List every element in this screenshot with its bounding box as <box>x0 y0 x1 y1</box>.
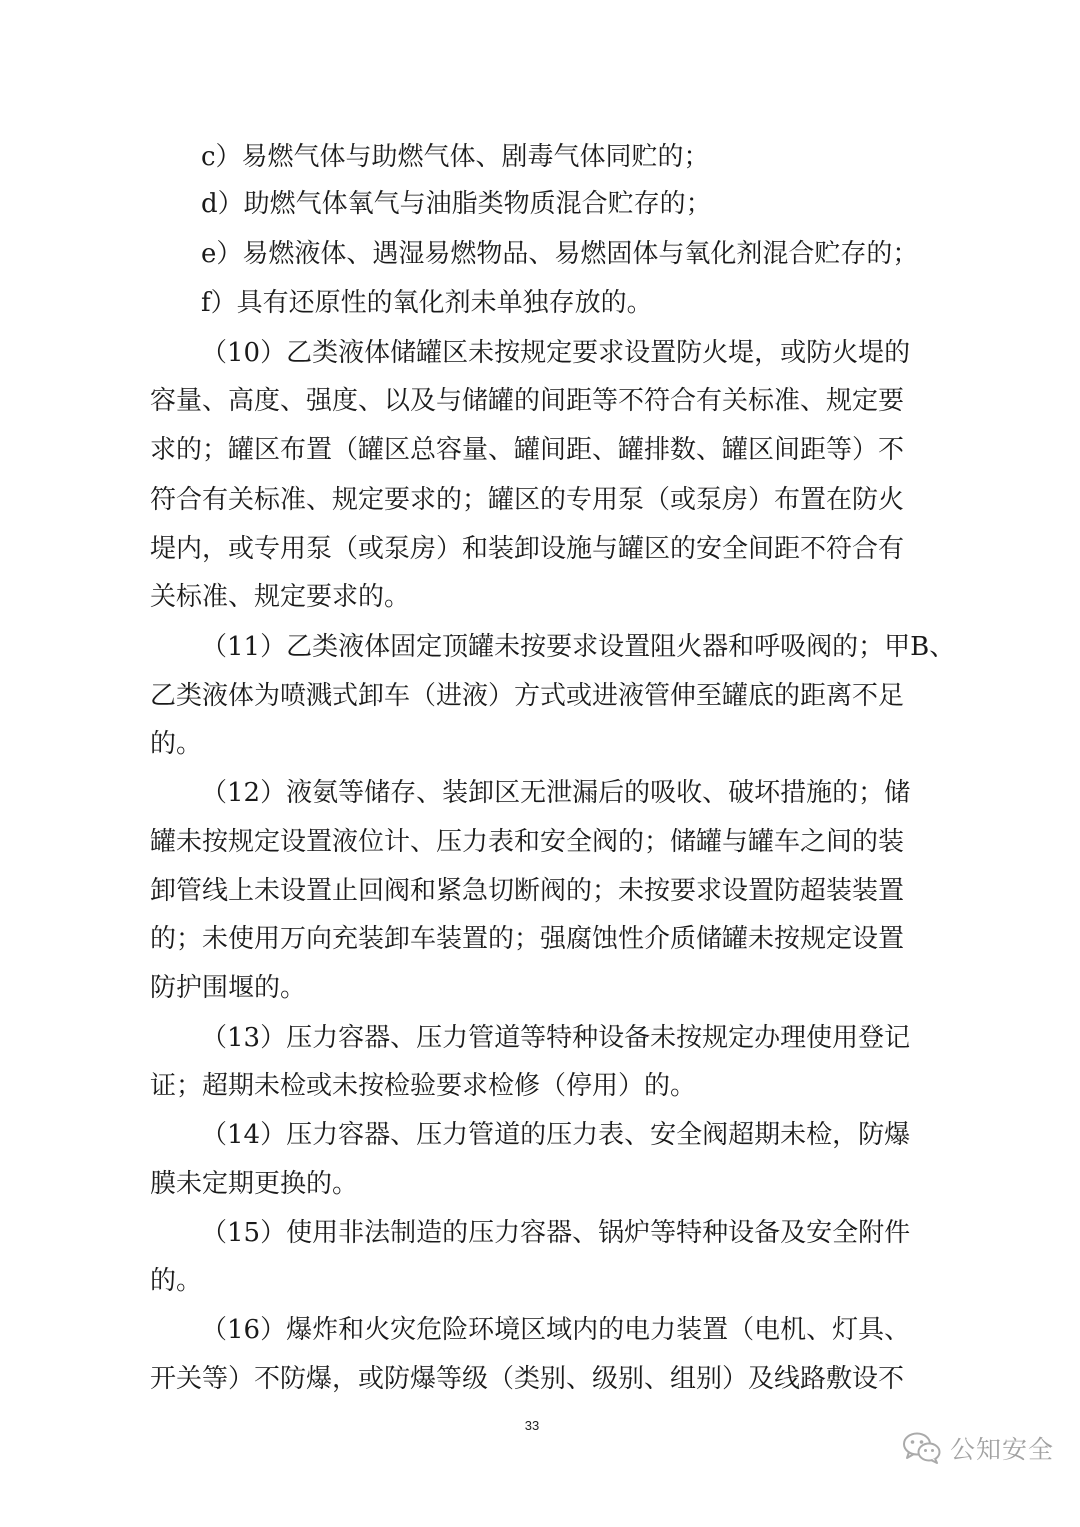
text-line: 的。 <box>150 1266 203 1296</box>
text-line: f）具有还原性的氧化剂未单独存放的。 <box>201 288 653 318</box>
text-line: 开关等）不防爆，或防爆等级（类别、级别、组别）及线路敷设不 <box>150 1364 905 1394</box>
watermark <box>902 1428 1054 1468</box>
text-line: （15）使用非法制造的压力容器、锅炉等特种设备及安全附件 <box>201 1218 911 1248</box>
text-line: 堤内，或专用泵（或泵房）和装卸设施与罐区的安全间距不符合有 <box>150 534 905 564</box>
text-line: 乙类液体为喷溅式卸车（进液）方式或进液管伸至罐底的距离不足 <box>150 681 905 711</box>
text-line: e）易燃液体、遇湿易燃物品、易燃固体与氧化剂混合贮存的； <box>201 239 919 269</box>
text-line: 的；未使用万向充装卸车装置的；强腐蚀性介质储罐未按规定设置 <box>150 924 905 954</box>
text-line: （10）乙类液体储罐区未按规定要求设置防火堤，或防火堤的 <box>201 338 911 368</box>
text-line: 卸管线上未设置止回阀和紧急切断阀的；未按要求设置防超装装置 <box>150 876 905 906</box>
text-line: （13）压力容器、压力管道等特种设备未按规定办理使用登记 <box>201 1023 911 1053</box>
text-line: （14）压力容器、压力管道的压力表、安全阀超期未检，防爆 <box>201 1120 911 1150</box>
text-line: c）易燃气体与助燃气体、剧毒气体同贮的； <box>201 142 710 172</box>
wechat-icon <box>902 1431 942 1465</box>
text-line: 关标准、规定要求的。 <box>150 582 411 612</box>
text-line: 求的；罐区布置（罐区总容量、罐间距、罐排数、罐区间距等）不 <box>150 435 905 465</box>
text-line: 的。 <box>150 729 203 759</box>
text-line: 证；超期未检或未按检验要求检修（停用）的。 <box>150 1071 697 1101</box>
text-line: d）助燃气体氧气与油脂类物质混合贮存的； <box>201 189 712 219</box>
text-line: （12）液氨等储存、装卸区无泄漏后的吸收、破坏措施的；储 <box>201 778 911 808</box>
text-line: 防护围堰的。 <box>150 973 307 1003</box>
text-line: 膜未定期更换的。 <box>150 1169 359 1199</box>
text-line: 符合有关标准、规定要求的；罐区的专用泵（或泵房）布置在防火 <box>150 485 905 515</box>
text-line: （16）爆炸和火灾危险环境区域内的电力装置（电机、灯具、 <box>201 1315 911 1345</box>
watermark-text: 公知安全 <box>950 1435 1055 1464</box>
text-line: 容量、高度、强度、以及与储罐的间距等不符合有关标准、规定要 <box>150 386 905 416</box>
text-line: （11）乙类液体固定顶罐未按要求设置阻火器和呼吸阀的；甲B、 <box>201 632 956 662</box>
page-number: 33 <box>524 1418 540 1433</box>
text-line: 罐未按规定设置液位计、压力表和安全阀的；储罐与罐车之间的装 <box>150 827 905 857</box>
